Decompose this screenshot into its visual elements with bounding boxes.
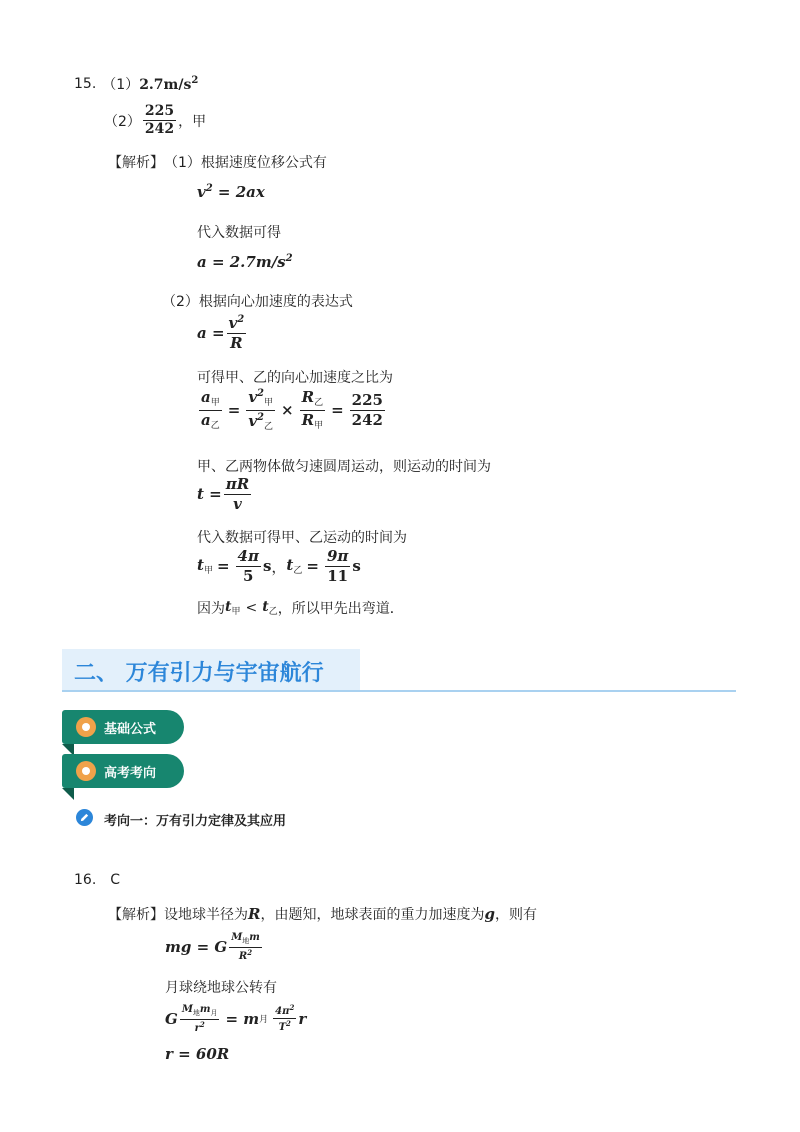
tag-basic-formulas-label: 基础公式 (104, 721, 157, 737)
equation-gravity-surface: mg = G $\frac{M_地m}{R^2}$ (165, 932, 260, 962)
analysis-part2-label: （2） (162, 294, 199, 310)
q15-analysis-heading (108, 152, 327, 172)
q16-analysis-text: 【解析】 设地球半径为 R ，由题知，地球表面的重力加速度为 g ，则有 (108, 905, 537, 923)
text-substitute-1: 代入数据可得 (197, 225, 281, 241)
text-times: 代入数据可得甲、乙运动的时间为 (197, 530, 407, 546)
text-ratio: 可得甲、乙的向心加速度之比为 (197, 370, 393, 386)
tag-exam-directions-label: 高考考向 (104, 765, 157, 781)
q15-part1-label: （1） (102, 77, 140, 93)
q16-answer (74, 872, 120, 888)
equation-time-values: $t_甲$ = $\frac{4\pi}{5}$ s ， $t_乙$ = $\frac{9\pi}{11}$ s (197, 547, 361, 585)
section-divider (62, 690, 736, 692)
q15-answer-1 (74, 74, 198, 94)
q15-number: 15. (74, 76, 97, 92)
equation-v2-2ax: $v^2 = 2ax$ (197, 183, 265, 201)
q16-choice: C (110, 872, 121, 888)
pencil-icon (76, 809, 93, 826)
q15-analysis-part2 (162, 291, 353, 311)
equation-time: t = $\frac{\pi R}{v}$ (197, 475, 250, 513)
q15-part2-label: （2） (104, 113, 141, 130)
section-title: 二、 万有引力与宇宙航行 (74, 661, 324, 686)
q15-part2-fraction: $\frac{225}{242}$ (144, 103, 175, 138)
analysis-part1-label: （1） (164, 155, 201, 171)
analysis-part1-text: 根据速度位移公式有 (200, 155, 327, 171)
q15-part2-tail: ，甲 (178, 113, 207, 130)
lightbulb-icon (76, 717, 96, 737)
analysis-part2-text: 根据向心加速度的表达式 (198, 294, 353, 310)
topic-heading: 考向一：万有引力定律及其应用 (104, 814, 287, 829)
q15-answer-2 (104, 104, 206, 138)
tag-exam-directions[interactable] (62, 754, 184, 788)
text-motion: 甲、乙两物体做匀速圆周运动，则运动的时间为 (197, 459, 491, 475)
q16-number: 16. (74, 872, 97, 888)
tag-tail (62, 788, 74, 800)
lightbulb-icon (76, 761, 96, 781)
equation-r-60R: r = 60R (165, 1045, 230, 1063)
text-conclusion: 因为 $t_甲$ < $t_乙$ ，所以甲先出弯道． (197, 599, 404, 617)
tag-basic-formulas[interactable] (62, 710, 184, 744)
equation-moon-orbit: G $\frac{M_地m_月}{r^2}$ = m 月 $\frac{4\pi^2}{T^2}$ r (165, 1003, 307, 1034)
equation-centripetal: a = $\frac{v^2}{R}$ (197, 314, 245, 352)
text-moon-orbit: 月球绕地球公转有 (165, 980, 277, 996)
equation-a-value: $a = 2.7m/s^2$ (197, 253, 293, 271)
equation-ratio: $\frac{a_甲}{a_乙}$ = $\frac{v^2_甲}{v^2_乙}$ × $\frac{R_乙}{R_甲}$ = $\frac{225}{242}$ (201, 388, 383, 432)
q15-part1-answer: $2.7m/s^2$ (139, 75, 199, 93)
analysis-tag: 【解析】 (108, 155, 164, 171)
